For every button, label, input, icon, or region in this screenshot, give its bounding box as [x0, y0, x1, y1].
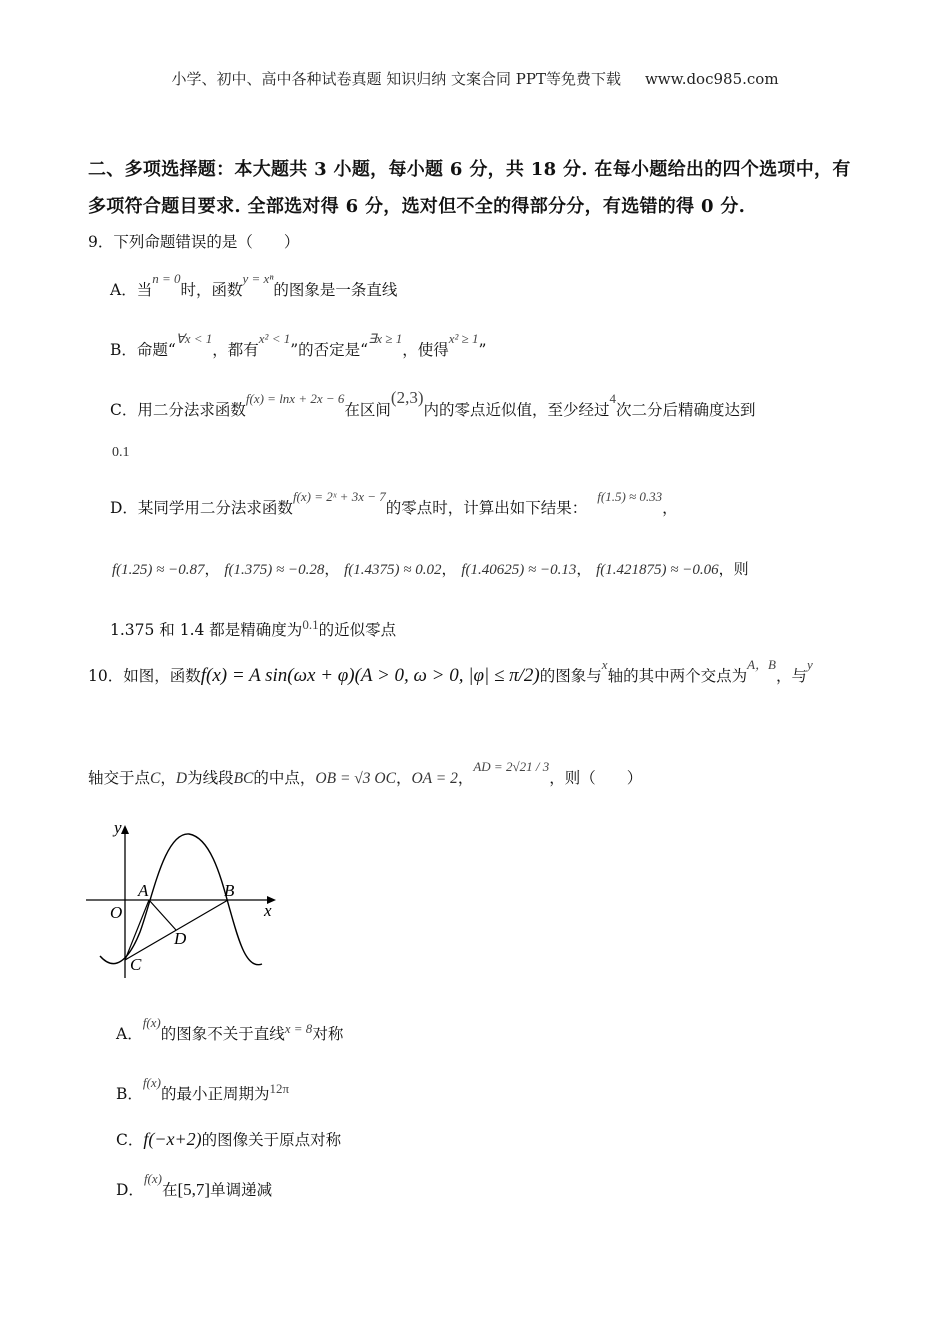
- math-expr: y = xⁿ: [242, 271, 274, 286]
- result-value: f(1.4375) ≈ 0.02: [344, 562, 442, 578]
- q9-option-c[interactable]: C．用二分法求函数$^{f(x) = lnx + 2x - 6}$在区间(2,3)内的零点近似值，至少经过$^4$次二分后精确度达到: [110, 388, 756, 419]
- y-axis-arrow: [121, 825, 129, 834]
- math-expr: D: [175, 770, 188, 787]
- q9-d-results: f(1.25) ≈ −0.87， f(1.375) ≈ −0.28， f(1.4375) ≈ 0.02， f(1.40625) ≈ −0.13， f(1.421875) ≈ −0.06，则: [112, 560, 749, 578]
- q10-stem-line2: 轴交于点C，D为线段BC的中点，OB = √3 OC，OA = 2，$^{AD = 2√21 / 3}$，则（ ）: [88, 759, 643, 787]
- label-a: A: [138, 881, 149, 900]
- math-expr: x² ≥ 1: [448, 331, 479, 346]
- q9-option-d[interactable]: D．某同学用二分法求函数$^{f(x) = 2ˣ + 3x - 7}$的零点时，计算出如下结果：$^{f(1.5) \approx 0.33}$，: [110, 489, 678, 517]
- segment-ad: [149, 900, 176, 930]
- section-heading-line1: 二、多项选择题：本大题共 3 小题，每小题 6 分，共 18 分. 在每小题给出的四个选项中，有: [88, 159, 851, 180]
- math-expr: OA = 2: [411, 770, 458, 787]
- q9-stem: 9．下列命题错误的是（ ）: [88, 233, 300, 251]
- segment-ca: [125, 900, 149, 960]
- label-x: x: [264, 901, 272, 920]
- math-expr: y: [806, 657, 813, 672]
- math-expr: x² < 1: [258, 331, 291, 346]
- label-y: y: [114, 818, 122, 837]
- math-expr: 0.1: [302, 617, 319, 632]
- q10-option-b[interactable]: B．$^{f(x)}$的最小正周期为$^{12\pi}$: [116, 1075, 290, 1103]
- math-expr: f(x) = lnx + 2x − 6: [245, 391, 345, 406]
- math-expr: AD = 2√21 / 3: [473, 759, 550, 774]
- header-url[interactable]: www.doc985.com: [644, 70, 779, 88]
- result-value: f(1.40625) ≈ −0.13: [461, 562, 577, 578]
- label-c: C: [130, 955, 142, 974]
- label-d: D: [174, 929, 187, 948]
- math-expr: 12π: [269, 1081, 290, 1096]
- math-expr: BC: [233, 770, 254, 787]
- math-expr: (2,3): [390, 388, 424, 407]
- math-expr: [5,7]: [177, 1180, 211, 1199]
- q9-option-a[interactable]: A．当$^{n = 0}$时，函数$^{y = x^n}$的图象是一条直线: [110, 271, 398, 299]
- math-expr: f(−x+2): [143, 1129, 202, 1149]
- page-header: [0, 68, 950, 89]
- section-heading-line2: 多项符合题目要求. 全部选对得 6 分，选对但不全的得部分分，有选错的得 0 分.: [88, 196, 746, 217]
- math-expr: C: [150, 770, 161, 787]
- result-value: f(1.25) ≈ −0.87: [112, 562, 205, 578]
- q9-option-b[interactable]: B．命题“$^{\forall x < 1}$，都有$^{x^2 < 1}$”的否定是“$^{\exists x \ge 1}$，使得$^{x^2 \ge 1}$”: [110, 331, 487, 359]
- math-expr: x: [601, 657, 608, 672]
- sine-graph-figure: [86, 812, 296, 982]
- label-b: B: [224, 881, 235, 900]
- math-expr: A，B: [747, 657, 776, 672]
- math-expr: f(x): [142, 1015, 161, 1030]
- q10-stem-line1: 10．如图，函数f(x) = A sin(ωx + φ)(A > 0, ω > 0, |φ| ≤ π/2)的图象与$^x$轴的其中两个交点为$^{A,B}$，与$^y$: [88, 657, 813, 686]
- math-expr: f(x) = 2ˣ + 3x − 7: [292, 489, 386, 504]
- math-expr: f(1.5) ≈ 0.33: [597, 489, 663, 504]
- q9-option-d-cont: 1.375 和 1.4 都是精确度为$^{0.1}$的近似零点: [110, 617, 397, 639]
- math-expr: 4: [609, 391, 616, 406]
- q10-option-a[interactable]: A．$^{f(x)}$的图象不关于直线$^{x = 8}$对称: [116, 1015, 344, 1043]
- result-value: f(1.375) ≈ −0.28: [224, 562, 325, 578]
- q10-option-d[interactable]: D．$^{f(x)}$在[5,7]单调递减: [116, 1171, 273, 1199]
- math-expr: OB = √3 OC: [315, 770, 396, 787]
- math-expr: x = 8: [284, 1021, 313, 1036]
- math-expr: ∀x < 1: [175, 331, 213, 346]
- q10-option-c[interactable]: C．f(−x+2)的图像关于原点对称: [116, 1129, 342, 1149]
- math-expr: f(x): [143, 1171, 162, 1186]
- result-value: f(1.421875) ≈ −0.06: [596, 562, 719, 578]
- header-text: 小学、初中、高中各种试卷真题 知识归纳 文案合同 PPT等免费下载: [171, 70, 621, 88]
- math-expr: f(x): [142, 1075, 161, 1090]
- label-o: O: [110, 903, 123, 922]
- math-expr: 0.1: [112, 445, 130, 460]
- math-expr: ∃x ≥ 1: [368, 331, 403, 346]
- math-expr: f(x) = A sin(ωx + φ)(A > 0, ω > 0, |φ| ≤ π/2): [200, 665, 540, 686]
- math-expr: n = 0: [152, 271, 181, 286]
